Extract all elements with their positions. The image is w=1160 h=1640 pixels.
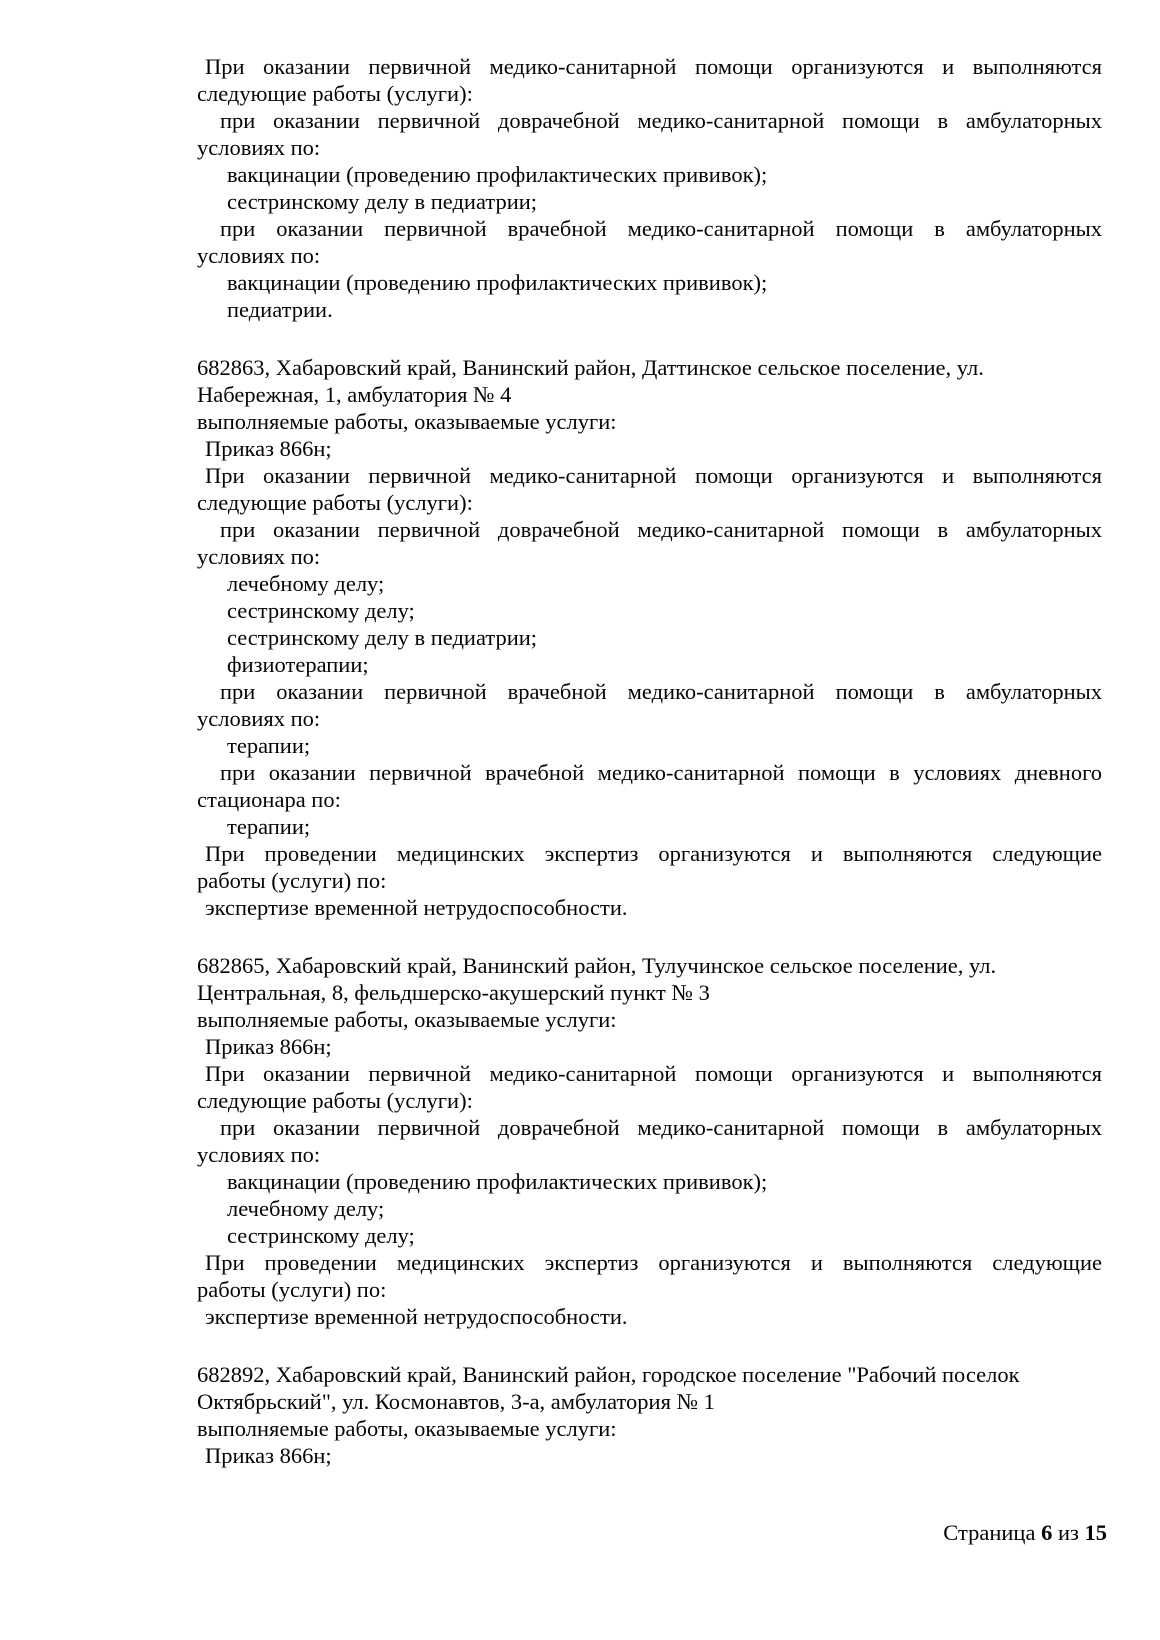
page-total: 15 xyxy=(1084,1520,1107,1545)
document-content xyxy=(197,53,1102,1469)
text-line: при оказании первичной доврачебной медико-санитарной помощи в амбулаторных xyxy=(220,517,1102,542)
service-item xyxy=(197,1222,1102,1249)
text-line: 682863, Хабаровский край, Ванинский район, Даттинское сельское поселение, ул. xyxy=(197,355,984,380)
section-682865 xyxy=(197,952,1102,1330)
text-line: Центральная, 8, фельдшерско-акушерский пункт № 3 xyxy=(197,980,710,1005)
text-line: сестринскому делу; xyxy=(227,1223,415,1248)
text-line: вакцинации (проведению профилактических прививок); xyxy=(227,162,768,187)
text-line: При проведении медицинских экспертиз организуются и выполняются следующие xyxy=(205,1250,1102,1275)
text-line: сестринскому делу в педиатрии; xyxy=(227,625,538,650)
service-item xyxy=(197,161,1102,188)
service-item xyxy=(197,1168,1102,1195)
footer-label: Страница xyxy=(943,1520,1036,1545)
section-682863 xyxy=(197,354,1102,921)
location-address xyxy=(197,952,1102,1006)
text-line: при оказании первичной врачебной медико-санитарной помощи в амбулаторных xyxy=(220,216,1102,241)
text-line: сестринскому делу в педиатрии; xyxy=(227,189,538,214)
work-category xyxy=(197,1060,1102,1114)
text-line: терапии; xyxy=(227,733,311,758)
service-item xyxy=(197,296,1102,323)
text-line: выполняемые работы, оказываемые услуги: xyxy=(197,409,617,434)
section-continuation xyxy=(197,53,1102,323)
text-line: 682892, Хабаровский край, Ванинский район, городское поселение "Рабочий поселок xyxy=(197,1362,1020,1387)
text-line: следующие работы (услуги): xyxy=(197,81,473,106)
text-line: При проведении медицинских экспертиз организуются и выполняются следующие xyxy=(205,841,1102,866)
text-line: При оказании первичной медико-санитарной помощи организуются и выполняются xyxy=(205,1061,1102,1086)
page-number: 6 xyxy=(1041,1520,1053,1545)
text-line: вакцинации (проведению профилактических прививок); xyxy=(227,270,768,295)
text-line: Приказ 866н; xyxy=(205,436,332,461)
order-reference xyxy=(197,435,1102,462)
location-address xyxy=(197,1361,1102,1415)
text-line: Набережная, 1, амбулатория № 4 xyxy=(197,382,512,407)
text-line: вакцинации (проведению профилактических прививок); xyxy=(227,1169,768,1194)
text-line: при оказании первичной врачебной медико-санитарной помощи в условиях дневного xyxy=(220,760,1102,785)
text-line: условиях по: xyxy=(197,544,321,569)
text-line: работы (услуги) по: xyxy=(197,868,387,893)
order-reference xyxy=(197,1033,1102,1060)
work-subcategory xyxy=(197,215,1102,269)
order-reference xyxy=(197,1442,1102,1469)
text-line: 682865, Хабаровский край, Ванинский район, Тулучинское сельское поселение, ул. xyxy=(197,953,997,978)
works-services-label xyxy=(197,408,1102,435)
text-line: выполняемые работы, оказываемые услуги: xyxy=(197,1007,617,1032)
works-services-label xyxy=(197,1415,1102,1442)
text-line: условиях по: xyxy=(197,135,321,160)
text-line: лечебному делу; xyxy=(227,571,385,596)
service-item xyxy=(197,1303,1102,1330)
text-line: при оказании первичной доврачебной медико-санитарной помощи в амбулаторных xyxy=(220,108,1102,133)
text-line: При оказании первичной медико-санитарной помощи организуются и выполняются xyxy=(205,54,1102,79)
work-subcategory xyxy=(197,516,1102,570)
text-line: Октябрьский", ул. Космонавтов, 3-а, амбулатория № 1 xyxy=(197,1389,715,1414)
text-line: условиях по: xyxy=(197,1142,321,1167)
service-item xyxy=(197,813,1102,840)
works-services-label xyxy=(197,1006,1102,1033)
work-subcategory xyxy=(197,678,1102,732)
text-line: При оказании первичной медико-санитарной помощи организуются и выполняются xyxy=(205,463,1102,488)
service-item xyxy=(197,894,1102,921)
text-line: выполняемые работы, оказываемые услуги: xyxy=(197,1416,617,1441)
service-item xyxy=(197,188,1102,215)
text-line: сестринскому делу; xyxy=(227,598,415,623)
page-footer xyxy=(943,1519,1107,1546)
service-item xyxy=(197,1195,1102,1222)
text-line: педиатрии. xyxy=(227,297,333,322)
text-line: следующие работы (услуги): xyxy=(197,490,473,515)
work-category xyxy=(197,840,1102,894)
work-category xyxy=(197,1249,1102,1303)
text-line: физиотерапии; xyxy=(227,652,369,677)
text-line: экспертизе временной нетрудоспособности. xyxy=(205,895,628,920)
service-item xyxy=(197,732,1102,759)
text-line: терапии; xyxy=(227,814,311,839)
text-line: стационара по: xyxy=(197,787,341,812)
service-item xyxy=(197,597,1102,624)
service-item xyxy=(197,624,1102,651)
location-address xyxy=(197,354,1102,408)
text-line: следующие работы (услуги): xyxy=(197,1088,473,1113)
text-line: при оказании первичной доврачебной медико-санитарной помощи в амбулаторных xyxy=(220,1115,1102,1140)
work-category xyxy=(197,53,1102,107)
service-item xyxy=(197,269,1102,296)
text-line: лечебному делу; xyxy=(227,1196,385,1221)
text-line: при оказании первичной врачебной медико-санитарной помощи в амбулаторных xyxy=(220,679,1102,704)
text-line: Приказ 866н; xyxy=(205,1443,332,1468)
work-category xyxy=(197,462,1102,516)
work-subcategory xyxy=(197,1114,1102,1168)
text-line: работы (услуги) по: xyxy=(197,1277,387,1302)
text-line: экспертизе временной нетрудоспособности. xyxy=(205,1304,628,1329)
service-item xyxy=(197,651,1102,678)
text-line: Приказ 866н; xyxy=(205,1034,332,1059)
text-line: условиях по: xyxy=(197,243,321,268)
work-subcategory xyxy=(197,107,1102,161)
work-subcategory xyxy=(197,759,1102,813)
section-682892 xyxy=(197,1361,1102,1469)
footer-of-label: из xyxy=(1057,1520,1079,1545)
text-line: условиях по: xyxy=(197,706,321,731)
service-item xyxy=(197,570,1102,597)
